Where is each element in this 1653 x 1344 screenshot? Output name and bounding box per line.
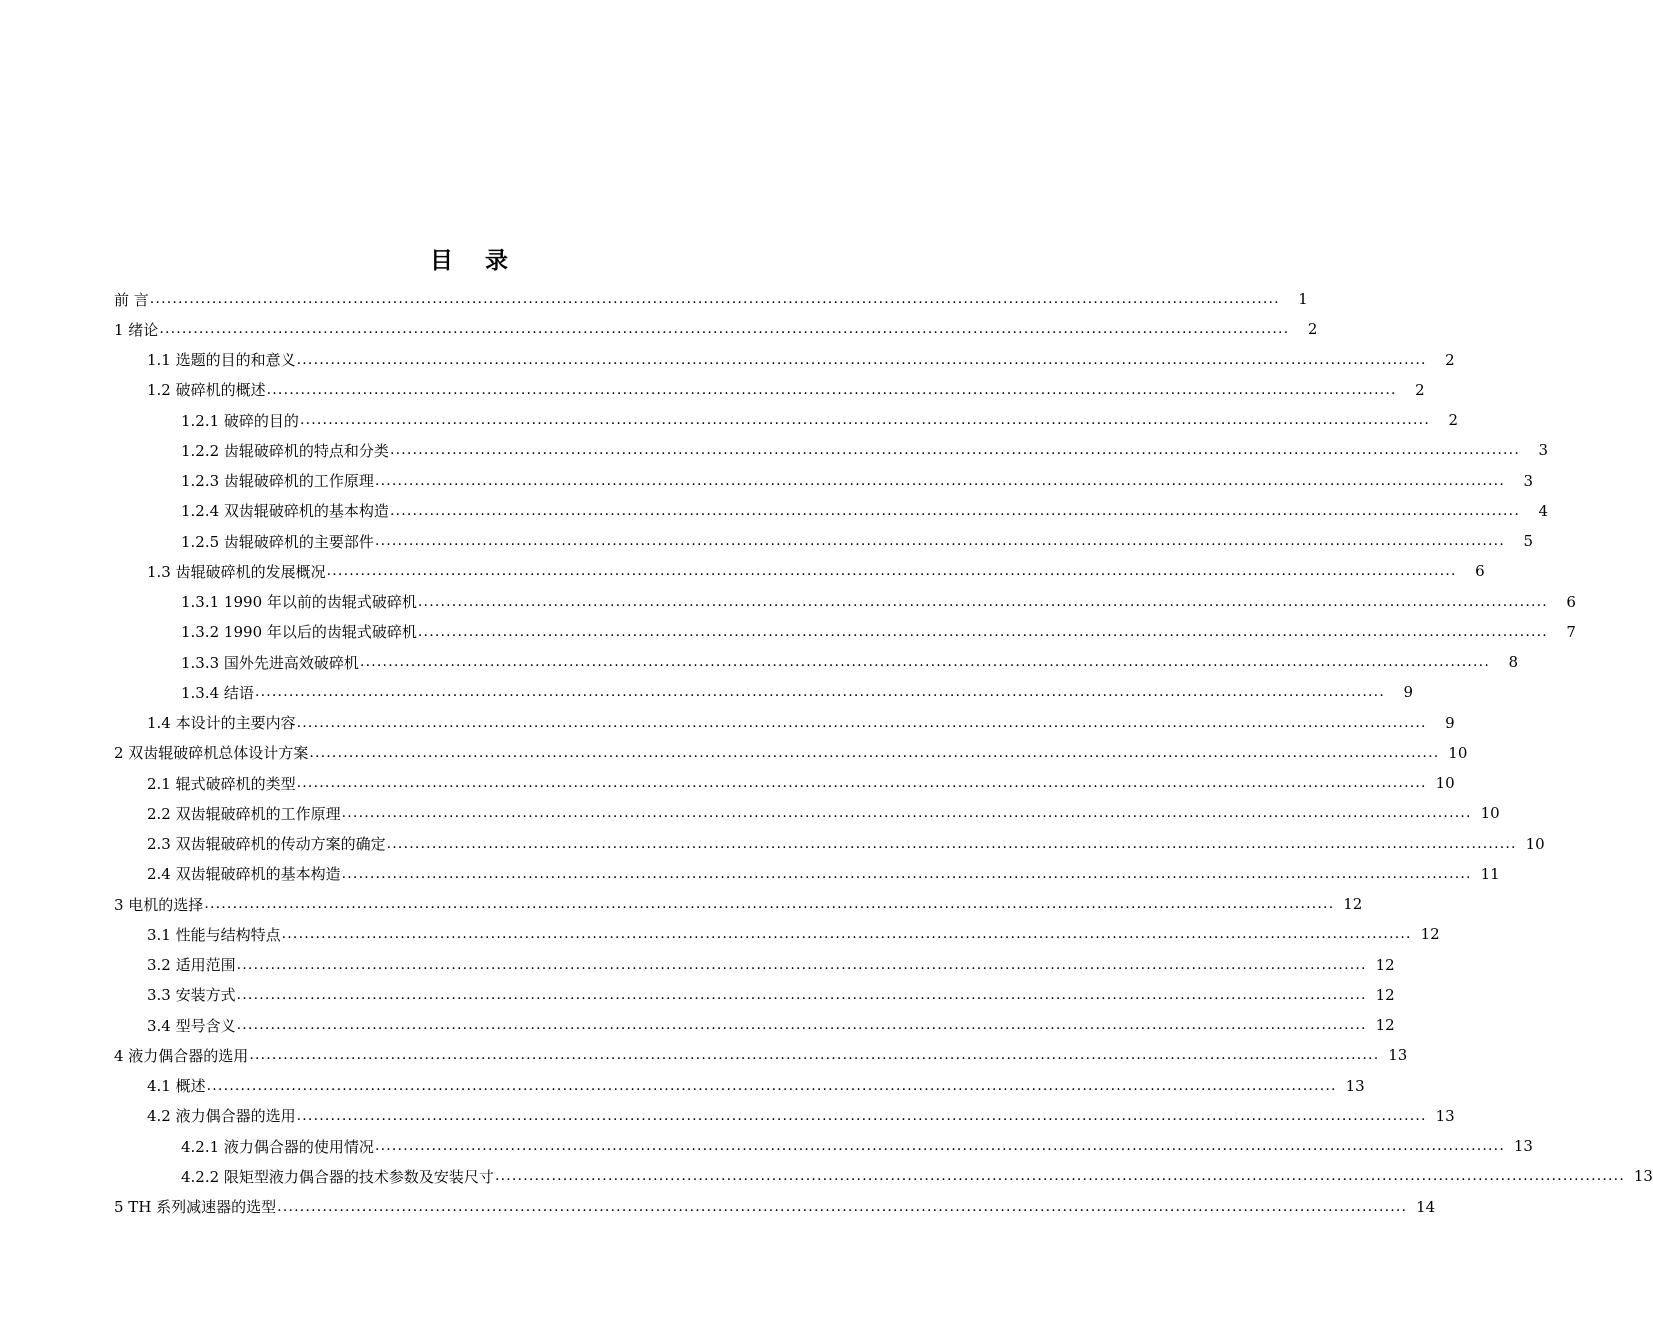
toc-entry-text: 3.2 适用范围 [147, 956, 236, 975]
toc-entry[interactable] [0, 1192, 1436, 1222]
toc-dot-leader: ........................................................................................................................................................................................................ [296, 775, 1427, 792]
toc-dot-leader: ........................................................................................................................................................................................................ [326, 563, 1457, 580]
toc-entry-text: 4.2 液力偶合器的选用 [147, 1107, 296, 1126]
toc-page-number: 1 [1298, 290, 1308, 309]
toc-page-number: 9 [1445, 713, 1455, 732]
toc-dot-leader: ........................................................................................................................................................................................................ [236, 956, 1367, 973]
toc-title: 目 录 [429, 248, 520, 274]
toc-dot-leader: ........................................................................................................................................................................................................ [389, 442, 1520, 459]
toc-entry-text: 2.1 辊式破碎机的类型 [147, 774, 296, 793]
toc-page-number: 12 [1343, 895, 1363, 914]
toc-entry-text: 1.3.4 结语 [181, 683, 254, 702]
toc-dot-leader: ........................................................................................................................................................................................................ [296, 714, 1427, 731]
toc-entry-text: 4.2.2 限矩型液力偶合器的技术参数及安装尺寸 [181, 1167, 494, 1186]
toc-page-number: 12 [1420, 925, 1440, 944]
toc-entry[interactable] [0, 556, 1485, 586]
toc-dot-leader: ........................................................................................................................................................................................................ [281, 926, 1412, 943]
toc-entry[interactable] [0, 1071, 1365, 1101]
toc-dot-leader: ........................................................................................................................................................................................................ [299, 412, 1430, 429]
toc-entry-text: 1.3 齿辊破碎机的发展概况 [147, 562, 326, 581]
toc-entry[interactable] [0, 496, 1548, 526]
toc-page-number: 11 [1480, 864, 1500, 883]
toc-page-number: 2 [1307, 320, 1318, 339]
toc-entry[interactable] [0, 526, 1533, 556]
toc-dot-leader: ........................................................................................................................................................................................................ [374, 472, 1505, 489]
toc-entry[interactable] [0, 1131, 1533, 1161]
toc-dot-leader: ........................................................................................................................................................................................................ [236, 1017, 1367, 1034]
toc-dot-leader: ........................................................................................................................................................................................................ [374, 533, 1505, 550]
toc-dot-leader: ........................................................................................................................................................................................................ [266, 381, 1397, 398]
toc-entry[interactable] [0, 950, 1395, 980]
toc-page-number: 10 [1435, 774, 1455, 793]
toc-dot-leader: ........................................................................................................................................................................................................ [249, 1047, 1380, 1064]
toc-entry-text: 1.2.1 破碎的目的 [181, 411, 299, 430]
toc-page-number: 5 [1523, 532, 1533, 551]
toc-page-number: 7 [1566, 622, 1576, 641]
toc-dot-leader: ........................................................................................................................................................................................................ [309, 744, 1440, 761]
toc-entry[interactable] [0, 889, 1363, 919]
toc-entry[interactable] [0, 1101, 1455, 1131]
toc-entry[interactable] [0, 980, 1395, 1010]
toc-page-number: 14 [1416, 1197, 1436, 1216]
toc-entry-text: 3 电机的选择 [114, 895, 204, 914]
toc-page-number: 10 [1525, 834, 1545, 853]
toc-dot-leader: ........................................................................................................................................................................................................ [159, 321, 1290, 338]
toc-entry[interactable] [0, 859, 1500, 889]
toc-entry-text: 1.2 破碎机的概述 [147, 381, 266, 400]
toc-page-number: 12 [1375, 1016, 1395, 1035]
toc-entry[interactable] [0, 466, 1533, 496]
toc-dot-leader: ........................................................................................................................................................................................................ [494, 1168, 1625, 1185]
toc-entry-text: 1.3.1 1990 年以前的齿辊式破碎机 [181, 593, 417, 612]
toc-page-number: 13 [1633, 1167, 1653, 1186]
toc-entry-text: 3.4 型号含义 [147, 1016, 236, 1035]
toc-dot-leader: ........................................................................................................................................................................................................ [417, 593, 1548, 610]
toc-dot-leader: ........................................................................................................................................................................................................ [204, 896, 1335, 913]
toc-entry-text: 1.1 选题的目的和意义 [147, 351, 296, 370]
toc-dot-leader: ........................................................................................................................................................................................................ [341, 805, 1472, 822]
toc-entry[interactable] [0, 647, 1518, 677]
toc-dot-leader: ........................................................................................................................................................................................................ [359, 654, 1490, 671]
toc-entry[interactable] [0, 829, 1545, 859]
toc-entry[interactable] [0, 798, 1500, 828]
toc-entry[interactable] [0, 708, 1455, 738]
toc-page-number: 13 [1435, 1106, 1455, 1125]
toc-page-number: 8 [1508, 653, 1518, 672]
toc-page-number: 3 [1523, 471, 1533, 490]
toc-entry[interactable] [0, 345, 1455, 375]
toc-dot-leader: ........................................................................................................................................................................................................ [206, 1077, 1337, 1094]
toc-page-number: 9 [1403, 683, 1413, 702]
toc-page-number: 6 [1566, 592, 1576, 611]
toc-dot-leader: ........................................................................................................................................................................................................ [149, 291, 1280, 308]
toc-page-number: 10 [1448, 743, 1468, 762]
toc-entry[interactable] [0, 314, 1318, 344]
toc-entry-text: 2.3 双齿辊破碎机的传动方案的确定 [147, 835, 386, 854]
toc-entry-text: 4.2.1 液力偶合器的使用情况 [181, 1137, 374, 1156]
toc-entry-text: 1.2.4 双齿辊破碎机的基本构造 [181, 502, 389, 521]
toc-entry[interactable] [0, 677, 1413, 707]
toc-entry[interactable] [0, 919, 1440, 949]
toc-dot-leader: ........................................................................................................................................................................................................ [389, 502, 1520, 519]
toc-entry-text: 前 言 [114, 290, 149, 309]
toc-entry[interactable] [0, 284, 1308, 314]
toc-dot-leader: ........................................................................................................................................................................................................ [374, 1138, 1505, 1155]
toc-dot-leader: ........................................................................................................................................................................................................ [236, 986, 1367, 1003]
toc-entry-text: 1.2.2 齿辊破碎机的特点和分类 [181, 441, 389, 460]
toc-dot-leader: ........................................................................................................................................................................................................ [277, 1198, 1408, 1215]
toc-entry-text: 3.1 性能与结构特点 [147, 925, 281, 944]
toc-dot-leader: ........................................................................................................................................................................................................ [296, 1107, 1427, 1124]
toc-page-number: 10 [1480, 804, 1500, 823]
toc-entry-text: 1.2.5 齿辊破碎机的主要部件 [181, 532, 374, 551]
toc-entry-text: 2.2 双齿辊破碎机的工作原理 [147, 804, 341, 823]
toc-page-number: 12 [1375, 955, 1395, 974]
toc-entry-text: 3.3 安装方式 [147, 986, 236, 1005]
toc-entry-text: 1 绪论 [114, 320, 159, 339]
toc-entry-text: 4 液力偶合器的选用 [114, 1046, 249, 1065]
toc-entry[interactable] [0, 1010, 1395, 1040]
toc-entry[interactable] [0, 1161, 1653, 1191]
table-of-contents [0, 284, 1653, 1222]
toc-entry-text: 2.4 双齿辊破碎机的基本构造 [147, 865, 341, 884]
toc-dot-leader: ........................................................................................................................................................................................................ [417, 623, 1548, 640]
toc-page-number: 2 [1448, 411, 1458, 430]
toc-dot-leader: ........................................................................................................................................................................................................ [341, 865, 1472, 882]
toc-page-number: 13 [1388, 1046, 1408, 1065]
toc-entry[interactable] [0, 587, 1576, 617]
toc-page-number: 2 [1415, 380, 1425, 399]
toc-entry-text: 1.2.3 齿辊破碎机的工作原理 [181, 472, 374, 491]
toc-page-number: 13 [1513, 1137, 1533, 1156]
toc-page-number: 3 [1538, 441, 1548, 460]
toc-entry-text: 2 双齿辊破碎机总体设计方案 [114, 744, 309, 763]
toc-entry-text: 5 TH 系列减速器的选型 [114, 1198, 277, 1217]
toc-entry-text: 1.4 本设计的主要内容 [147, 714, 296, 733]
toc-entry[interactable] [0, 375, 1425, 405]
toc-entry-text: 4.1 概述 [147, 1077, 206, 1096]
toc-page-number: 6 [1475, 562, 1485, 581]
toc-entry-text: 1.3.3 国外先进高效破碎机 [181, 653, 359, 672]
toc-entry-text: 1.3.2 1990 年以后的齿辊式破碎机 [181, 623, 417, 642]
toc-entry[interactable] [0, 405, 1458, 435]
toc-page-number: 12 [1375, 985, 1395, 1004]
toc-page-number: 2 [1445, 350, 1455, 369]
toc-page-number: 13 [1345, 1076, 1365, 1095]
toc-dot-leader: ........................................................................................................................................................................................................ [386, 835, 1517, 852]
toc-entry[interactable] [0, 617, 1576, 647]
toc-dot-leader: ........................................................................................................................................................................................................ [254, 684, 1385, 701]
toc-entry[interactable] [0, 738, 1468, 768]
toc-entry[interactable] [0, 768, 1455, 798]
toc-entry[interactable] [0, 435, 1548, 465]
toc-page-number: 4 [1538, 501, 1548, 520]
toc-dot-leader: ........................................................................................................................................................................................................ [296, 351, 1427, 368]
toc-entry[interactable] [0, 1040, 1408, 1070]
